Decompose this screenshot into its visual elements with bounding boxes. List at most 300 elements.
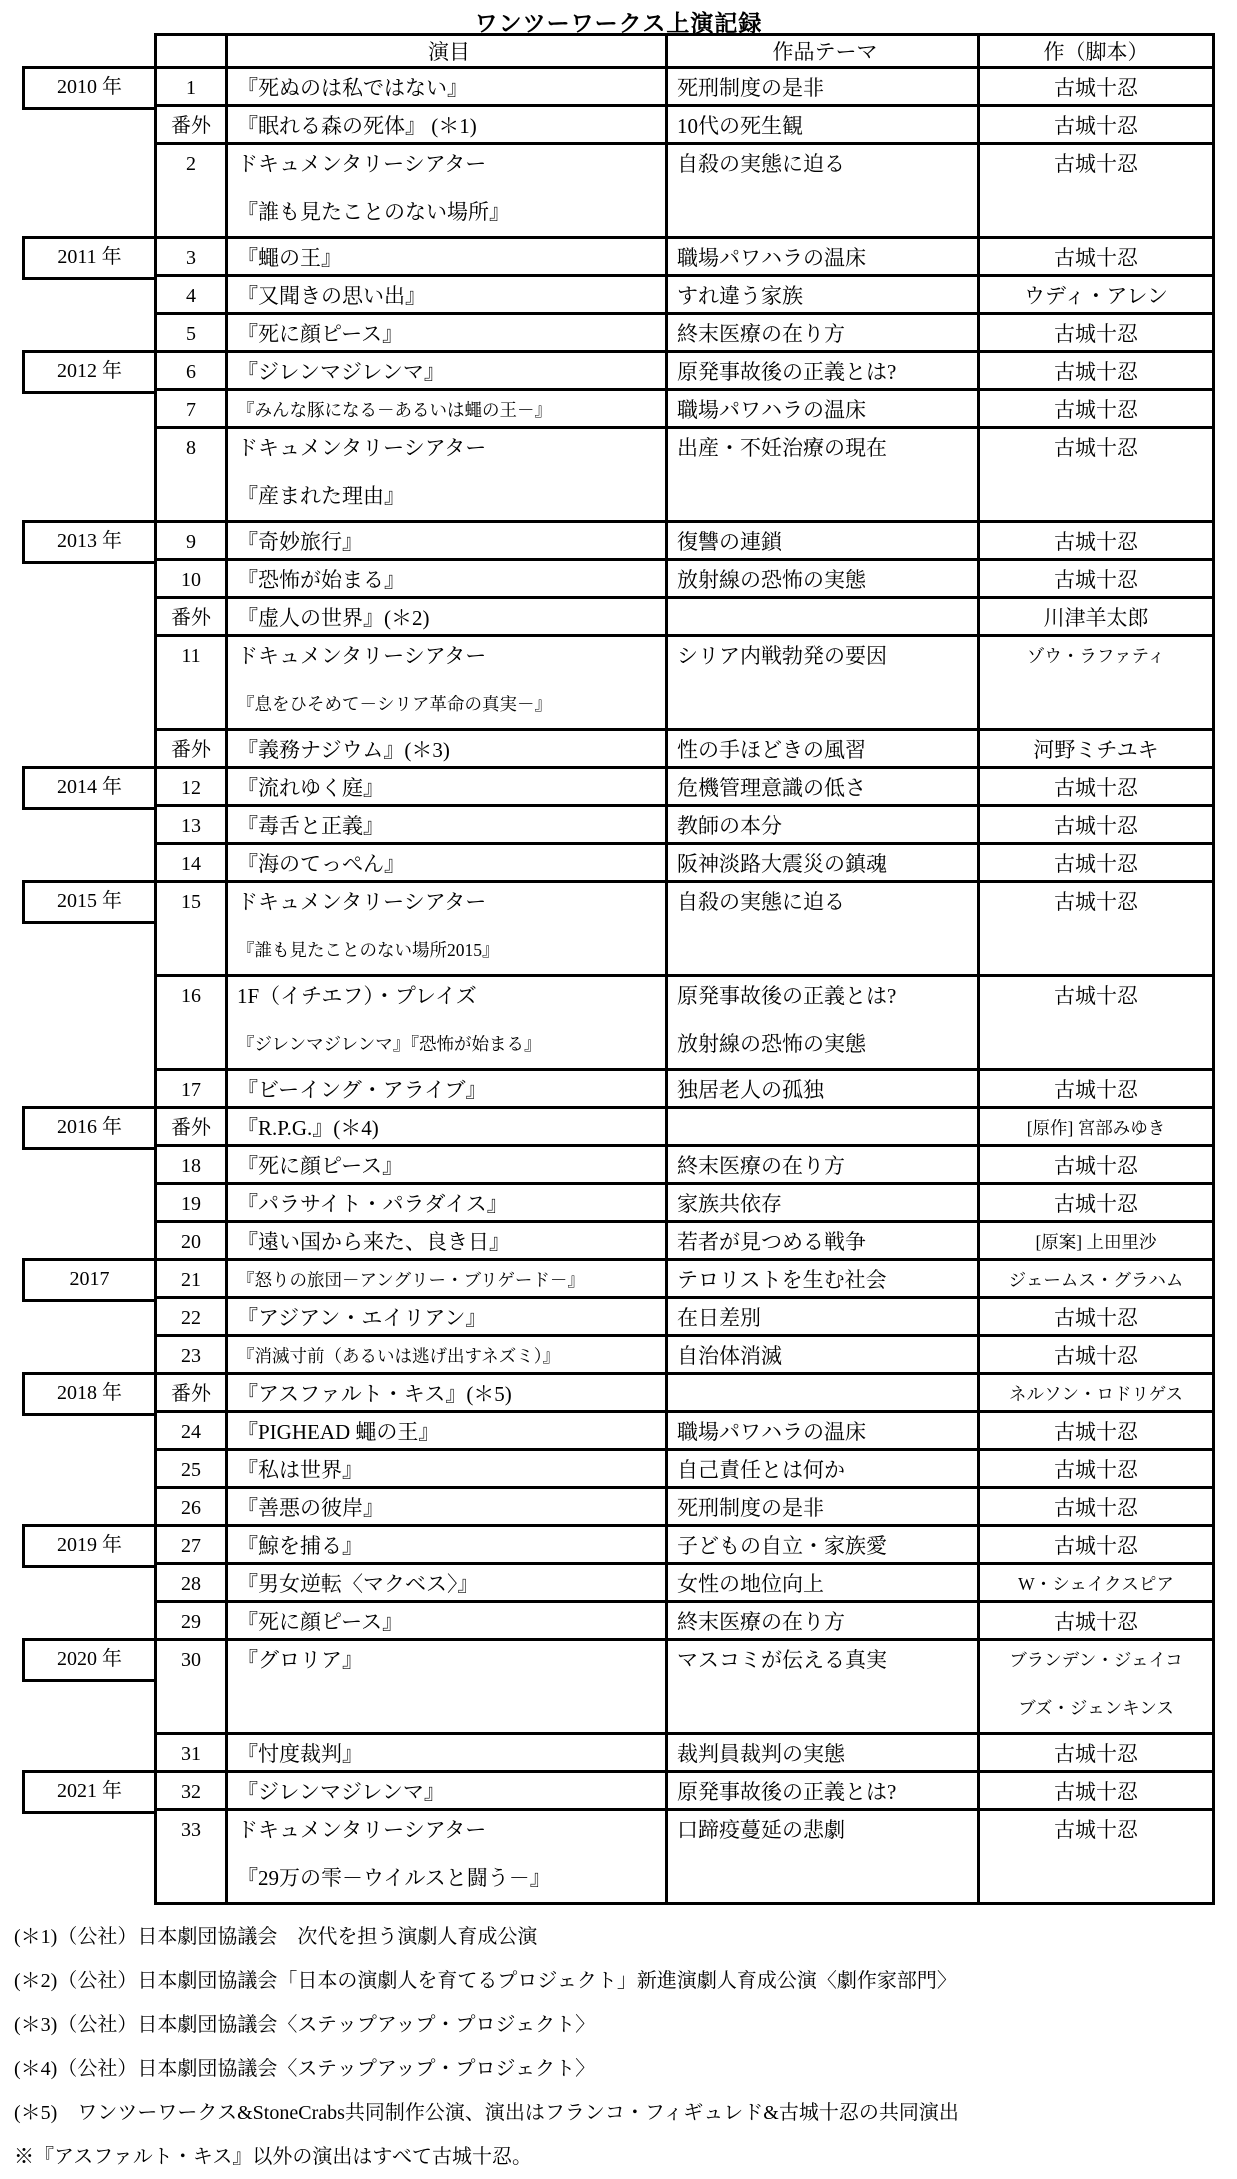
theme-cell [665, 353, 977, 391]
no-cell [154, 599, 225, 637]
theme-cell [665, 1071, 977, 1109]
program-cell [225, 1147, 665, 1185]
theme-cell [665, 277, 977, 315]
year-cell [22, 807, 154, 845]
program-cell-text: 『義務ナジウム』(＊3) [237, 738, 450, 762]
program-cell-text: 『R.P.G.』(＊4) [237, 1116, 379, 1140]
no-cell [154, 769, 225, 807]
program-cell-text: 『誰も見たことのない場所2015』 [237, 940, 500, 960]
program-cell [225, 1375, 665, 1413]
theme-cell [665, 1223, 977, 1261]
theme-cell-text: 自治体消滅 [677, 1344, 782, 1368]
program-cell [225, 145, 665, 239]
table-row [22, 1299, 1237, 1337]
no-cell [154, 1641, 225, 1735]
author-cell [977, 1147, 1215, 1185]
author-cell [977, 1735, 1215, 1773]
footnotes [14, 1915, 1237, 2179]
table-row [22, 1451, 1237, 1489]
no-cell-text: 番外 [171, 607, 211, 629]
table-row [22, 315, 1237, 353]
theme-cell [665, 977, 977, 1071]
year-cell [22, 1773, 154, 1811]
program-cell [225, 1527, 665, 1565]
no-cell-text: 31 [181, 1743, 201, 1765]
author-cell-text: 古城十忍 [1054, 1306, 1138, 1330]
theme-cell [665, 1527, 977, 1565]
theme-cell-text: 終末医療の在り方 [677, 322, 845, 346]
program-cell [225, 239, 665, 277]
table-row [22, 1185, 1237, 1223]
table-row [22, 599, 1237, 637]
author-cell-text: 古城十忍 [1054, 360, 1138, 384]
theme-cell-text: 子どもの自立・家族愛 [677, 1534, 887, 1558]
program-cell [225, 1337, 665, 1375]
author-cell [977, 1299, 1215, 1337]
author-cell [977, 977, 1215, 1071]
no-cell [154, 1185, 225, 1223]
program-cell [225, 107, 665, 145]
author-cell [977, 637, 1215, 731]
table-row [22, 277, 1237, 315]
no-cell [154, 353, 225, 391]
author-cell-text: ウディ・アレン [1024, 284, 1168, 308]
no-cell [154, 1109, 225, 1147]
no-cell-text: 30 [181, 1649, 201, 1671]
no-cell [154, 1451, 225, 1489]
year-cell [22, 977, 154, 1071]
author-cell-text: 古城十忍 [1054, 1192, 1138, 1216]
no-cell [154, 1527, 225, 1565]
year-cell [22, 1147, 154, 1185]
program-cell-text: ドキュメンタリーシアター [237, 152, 487, 176]
author-cell-text: ゾウ・ラファティ [1026, 646, 1166, 666]
author-cell-text: ジェームス・グラハム [1008, 1270, 1184, 1290]
theme-cell [665, 145, 977, 239]
author-cell [977, 1565, 1215, 1603]
table-row [22, 145, 1237, 239]
author-cell [977, 523, 1215, 561]
theme-cell-text: 在日差別 [677, 1306, 761, 1330]
program-cell-text: 『パラサイト・パラダイス』 [237, 1192, 508, 1216]
no-cell [154, 69, 225, 107]
year-cell [22, 1451, 154, 1489]
year-cell [22, 1261, 154, 1299]
author-cell [977, 1071, 1215, 1109]
author-cell [977, 353, 1215, 391]
footnote: (＊4)（公社）日本劇団協議会〈ステップアップ・プロジェクト〉 [14, 2058, 596, 2080]
no-cell-text: 17 [181, 1079, 201, 1101]
author-cell [977, 1375, 1215, 1413]
author-cell [977, 883, 1215, 977]
no-cell-text: 28 [181, 1573, 201, 1595]
theme-cell-text: 放射線の恐怖の実態 [677, 568, 866, 592]
theme-cell-text: 原発事故後の正義とは? [677, 1780, 897, 1804]
no-cell [154, 1735, 225, 1773]
author-cell-text: 古城十忍 [1054, 1458, 1138, 1482]
no-cell [154, 1603, 225, 1641]
program-cell [225, 1109, 665, 1147]
author-cell [977, 1109, 1215, 1147]
table-row [22, 769, 1237, 807]
theme-cell-text: 若者が見つめる戦争 [677, 1230, 866, 1254]
program-cell [225, 599, 665, 637]
theme-cell [665, 1185, 977, 1223]
theme-cell-text: 10代の死生観 [677, 114, 803, 138]
program-cell [225, 353, 665, 391]
year-cell [22, 107, 154, 145]
theme-cell-text: 復讐の連鎖 [677, 530, 782, 554]
program-cell-text: 『毒舌と正義』 [237, 814, 384, 838]
program-cell-text: 『恐怖が始まる』 [237, 568, 405, 592]
theme-cell [665, 1375, 977, 1413]
theme-cell [665, 107, 977, 145]
program-cell-text: 『死に顔ピース』 [237, 1154, 404, 1178]
no-cell-text: 3 [186, 247, 196, 269]
program-cell [225, 883, 665, 977]
year-cell [22, 883, 154, 977]
no-cell [154, 1413, 225, 1451]
no-cell [154, 731, 225, 769]
program-cell-text: 『アスファルト・キス』(＊5) [237, 1382, 512, 1406]
theme-cell [665, 69, 977, 107]
program-cell [225, 1641, 665, 1735]
no-cell-text: 22 [181, 1307, 201, 1329]
year-cell [22, 1603, 154, 1641]
no-cell [154, 239, 225, 277]
theme-cell [665, 315, 977, 353]
author-cell-text: 古城十忍 [1054, 398, 1138, 422]
author-cell [977, 1185, 1215, 1223]
author-cell-text: 河野ミチユキ [1033, 738, 1159, 762]
theme-cell-text: シリア内戦勃発の要因 [677, 644, 887, 668]
no-cell-text: 19 [181, 1193, 201, 1215]
theme-cell-text: 終末医療の在り方 [677, 1610, 845, 1634]
no-cell [154, 315, 225, 353]
year-cell [22, 391, 154, 429]
no-cell-text: 7 [186, 399, 196, 421]
year-cell [22, 145, 154, 239]
program-cell-text: 『善悪の彼岸』 [237, 1496, 384, 1520]
year-box: 2012 年 [22, 350, 157, 394]
program-cell-text: 『グロリア』 [237, 1648, 363, 1672]
table-row [22, 1527, 1237, 1565]
year-cell [22, 731, 154, 769]
no-cell-text: 2 [186, 153, 196, 175]
author-cell-text: 古城十忍 [1054, 246, 1138, 270]
program-cell [225, 391, 665, 429]
table-row [22, 561, 1237, 599]
author-cell [977, 599, 1215, 637]
theme-cell [665, 1735, 977, 1773]
theme-cell-text: 終末医療の在り方 [677, 1154, 845, 1178]
year-cell [22, 1185, 154, 1223]
program-cell [225, 731, 665, 769]
year-cell [22, 1489, 154, 1527]
table-row [22, 731, 1237, 769]
program-header-cell [225, 33, 665, 69]
program-cell-text: 『男女逆転〈マクベス〉』 [237, 1572, 479, 1596]
no-cell-text: 10 [181, 569, 201, 591]
year-box: 2017 [22, 1258, 157, 1302]
author-cell-text: 古城十忍 [1054, 322, 1138, 346]
year-cell [22, 1337, 154, 1375]
year-cell [22, 1735, 154, 1773]
program-cell-text: 『鯨を捕る』 [237, 1534, 363, 1558]
program-cell-text: 『PIGHEAD 蠅の王』 [237, 1420, 440, 1444]
author-cell [977, 807, 1215, 845]
author-cell-text: 古城十忍 [1054, 890, 1138, 914]
table-header-row [22, 33, 1237, 69]
no-cell [154, 1299, 225, 1337]
no-cell-text: 26 [181, 1497, 201, 1519]
no-cell [154, 1811, 225, 1905]
year-cell [22, 1527, 154, 1565]
theme-header-cell [665, 33, 977, 69]
program-cell-text: 『消滅寸前（あるいは逃げ出すネズミ）』 [237, 1346, 561, 1366]
author-header-cell [977, 33, 1215, 69]
theme-cell [665, 599, 977, 637]
no-cell-text: 6 [186, 361, 196, 383]
table-row [22, 1489, 1237, 1527]
no-cell [154, 277, 225, 315]
program-cell-text: 『遠い国から来た、良き日』 [237, 1230, 510, 1254]
program-cell-text: 『虚人の世界』(＊2) [237, 606, 430, 630]
theme-header-label: 作品テーマ [772, 40, 878, 64]
author-cell-text: 古城十忍 [1054, 568, 1138, 592]
program-cell [225, 1299, 665, 1337]
program-cell-text: 『奇妙旅行』 [237, 530, 363, 554]
program-cell [225, 277, 665, 315]
program-cell [225, 69, 665, 107]
performance-table [22, 33, 1237, 1905]
author-cell-text: 古城十忍 [1054, 1496, 1138, 1520]
table-row [22, 239, 1237, 277]
program-cell-text: 『忖度裁判』 [237, 1742, 363, 1766]
author-cell-text: 古城十忍 [1054, 1742, 1138, 1766]
program-cell [225, 1565, 665, 1603]
table-row [22, 69, 1237, 107]
theme-cell-text: 独居老人の孤独 [677, 1078, 824, 1102]
author-cell [977, 277, 1215, 315]
theme-cell-text: すれ違う家族 [677, 284, 803, 308]
table-row [22, 1109, 1237, 1147]
theme-cell [665, 769, 977, 807]
author-cell-text: 古城十忍 [1054, 152, 1138, 176]
theme-cell-text: 危機管理意識の低さ [677, 776, 866, 800]
theme-cell [665, 1413, 977, 1451]
theme-cell-text: 職場パワハラの温床 [677, 246, 866, 270]
no-cell [154, 807, 225, 845]
program-cell-text: 『29万の雫－ウイルスと闘う－』 [237, 1866, 551, 1890]
program-cell [225, 1261, 665, 1299]
theme-cell-text: 死刑制度の是非 [677, 1496, 824, 1520]
author-cell [977, 107, 1215, 145]
author-cell [977, 1337, 1215, 1375]
theme-cell [665, 731, 977, 769]
program-cell [225, 1185, 665, 1223]
no-cell-text: 21 [181, 1269, 201, 1291]
no-cell-text: 8 [186, 437, 196, 459]
no-cell-text: 番外 [171, 115, 211, 137]
program-header-label: 演目 [428, 40, 470, 64]
theme-cell [665, 845, 977, 883]
author-cell [977, 769, 1215, 807]
theme-cell-text: 口蹄疫蔓延の悲劇 [677, 1818, 845, 1842]
footnote: (＊3)（公社）日本劇団協議会〈ステップアップ・プロジェクト〉 [14, 2014, 596, 2036]
author-cell [977, 1451, 1215, 1489]
year-cell [22, 845, 154, 883]
author-cell [977, 1811, 1215, 1905]
program-cell-text: ドキュメンタリーシアター [237, 644, 487, 668]
author-cell [977, 1489, 1215, 1527]
year-box: 2019 年 [22, 1524, 157, 1568]
table-row [22, 1261, 1237, 1299]
program-cell-text: 『死に顔ピース』 [237, 322, 404, 346]
table-row [22, 1735, 1237, 1773]
no-cell [154, 977, 225, 1071]
theme-cell [665, 1451, 977, 1489]
year-cell [22, 239, 154, 277]
author-cell [977, 1527, 1215, 1565]
year-box: 2021 年 [22, 1770, 157, 1814]
no-cell [154, 523, 225, 561]
footnote: ※『アスファルト・キス』以外の演出はすべて古城十忍。 [14, 2146, 532, 2168]
theme-cell [665, 1565, 977, 1603]
year-box: 2013 年 [22, 520, 157, 564]
program-cell [225, 637, 665, 731]
program-cell [225, 1413, 665, 1451]
author-cell [977, 1261, 1215, 1299]
theme-cell [665, 1109, 977, 1147]
author-cell [977, 429, 1215, 523]
theme-cell [665, 1337, 977, 1375]
program-cell [225, 1735, 665, 1773]
program-cell-text: 『蠅の王』 [237, 246, 342, 270]
no-cell-text: 29 [181, 1611, 201, 1633]
author-cell [977, 1773, 1215, 1811]
theme-cell-text: 原発事故後の正義とは? [677, 984, 897, 1008]
author-cell [977, 561, 1215, 599]
table-row [22, 353, 1237, 391]
program-cell [225, 1773, 665, 1811]
program-cell-text: 『ジレンマジレンマ』 [237, 1780, 445, 1804]
no-cell-text: 18 [181, 1155, 201, 1177]
program-cell-text: ドキュメンタリーシアター [237, 1818, 487, 1842]
no-cell-text: 16 [181, 985, 201, 1007]
no-cell-text: 32 [181, 1781, 201, 1803]
theme-cell-text: 自己責任とは何か [677, 1458, 845, 1482]
table-row [22, 845, 1237, 883]
year-cell [22, 1413, 154, 1451]
table-row [22, 429, 1237, 523]
no-cell [154, 1337, 225, 1375]
year-header-cell [22, 33, 154, 69]
program-cell [225, 1811, 665, 1905]
author-cell-text: 古城十忍 [1054, 1078, 1138, 1102]
author-cell-text: 古城十忍 [1054, 852, 1138, 876]
program-cell [225, 845, 665, 883]
author-cell-text: ブズ・ジェンキンス [1018, 1698, 1174, 1718]
table-row [22, 883, 1237, 977]
theme-cell [665, 1773, 977, 1811]
theme-cell [665, 523, 977, 561]
author-cell-text: 古城十忍 [1054, 776, 1138, 800]
table-row [22, 1773, 1237, 1811]
no-cell [154, 1147, 225, 1185]
author-cell-text: 古城十忍 [1054, 76, 1138, 100]
no-cell-text: 11 [181, 645, 201, 667]
no-cell-text: 1 [186, 77, 196, 99]
theme-cell [665, 1811, 977, 1905]
no-cell-text: 5 [186, 323, 196, 345]
author-cell-text: ネルソン・ロドリゲス [1009, 1384, 1183, 1404]
no-cell [154, 1489, 225, 1527]
program-cell [225, 315, 665, 353]
theme-cell-text: 職場パワハラの温床 [677, 398, 866, 422]
author-cell [977, 145, 1215, 239]
program-cell-text: 『息をひそめて－シリア革命の真実－』 [237, 694, 552, 714]
year-cell [22, 1811, 154, 1905]
year-box: 2011 年 [22, 236, 157, 280]
program-cell [225, 523, 665, 561]
theme-cell [665, 883, 977, 977]
table-row [22, 1811, 1237, 1905]
program-cell-text: 1F（イチエフ）・プレイズ [237, 984, 477, 1008]
no-cell-text: 12 [181, 777, 201, 799]
theme-cell-text: 教師の本分 [677, 814, 782, 838]
no-cell-text: 25 [181, 1459, 201, 1481]
program-cell [225, 1603, 665, 1641]
program-cell [225, 1489, 665, 1527]
program-cell-text: 『死ぬのは私ではない』 [237, 76, 468, 100]
no-cell [154, 1565, 225, 1603]
theme-cell-text: マスコミが伝える真実 [677, 1648, 887, 1672]
year-cell [22, 353, 154, 391]
table-row [22, 1147, 1237, 1185]
author-cell-text: 古城十忍 [1054, 1818, 1138, 1842]
author-cell-text: 川津羊太郎 [1043, 606, 1149, 630]
table-row [22, 1223, 1237, 1261]
author-cell [977, 239, 1215, 277]
no-cell-text: 24 [181, 1421, 201, 1443]
table-row [22, 1641, 1237, 1735]
author-cell [977, 1223, 1215, 1261]
footnote: (＊1)（公社）日本劇団協議会 次代を担う演劇人育成公演 [14, 1926, 538, 1948]
no-cell [154, 107, 225, 145]
no-cell [154, 145, 225, 239]
no-cell [154, 883, 225, 977]
author-cell-text: W・シェイクスピア [1018, 1574, 1174, 1594]
no-cell-text: 13 [181, 815, 201, 837]
footnote: (＊5) ワンツーワークス&StoneCrabs共同制作公演、演出はフランコ・フィギュレド&古城十忍の共同演出 [14, 2102, 959, 2124]
theme-cell-text: 阪神淡路大震災の鎮魂 [677, 852, 887, 876]
program-cell [225, 429, 665, 523]
author-cell-text: 古城十忍 [1054, 114, 1138, 138]
theme-cell [665, 1299, 977, 1337]
table-row [22, 1071, 1237, 1109]
theme-cell-text: テロリストを生む社会 [677, 1268, 887, 1292]
year-cell [22, 315, 154, 353]
table-row [22, 637, 1237, 731]
table-row [22, 1565, 1237, 1603]
year-cell [22, 637, 154, 731]
author-cell-text: 古城十忍 [1054, 1420, 1138, 1444]
author-cell [977, 1641, 1215, 1735]
theme-cell-text: 自殺の実態に迫る [677, 152, 845, 176]
author-cell-text: 古城十忍 [1054, 1780, 1138, 1804]
no-cell-text: 9 [186, 531, 196, 553]
